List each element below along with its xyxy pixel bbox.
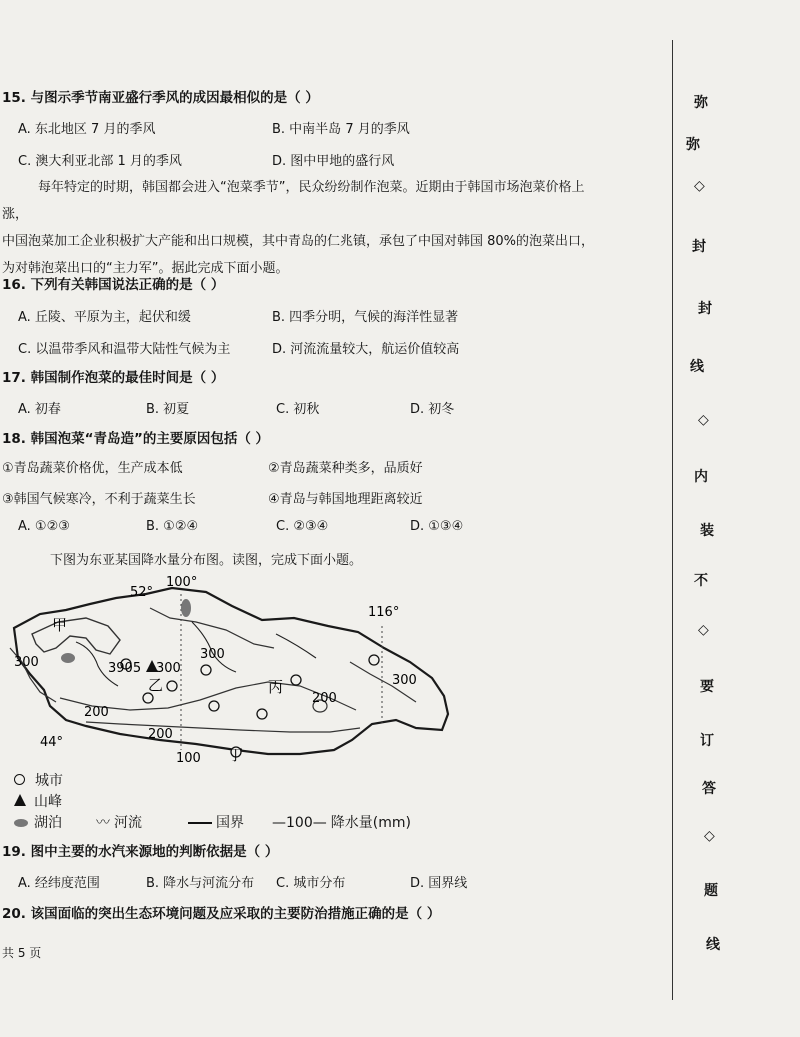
label-yi: 乙 xyxy=(148,676,164,694)
precipitation-map xyxy=(0,574,470,834)
q15-option-c: C. 澳大利亚北部 1 月的季风 xyxy=(18,154,182,169)
q17-option-d: D. 初冬 xyxy=(410,402,455,417)
q19-option-c: C. 城市分布 xyxy=(276,876,346,891)
question-18-stem: 18. 韩国泡菜“青岛造”的主要原因包括（ ） xyxy=(2,431,270,447)
city-7 xyxy=(291,675,301,685)
lon-116-label: 116° xyxy=(368,605,400,620)
lake-2 xyxy=(181,599,191,617)
page-footer: 共 5 页 xyxy=(2,946,42,960)
lake-1 xyxy=(61,653,75,663)
q16-option-a: A. 丘陵、平原为主，起伏和缓 xyxy=(18,310,191,325)
binding-char: 装 xyxy=(700,523,714,539)
lon-100-label: 100° xyxy=(166,575,198,590)
binding-char: 封 xyxy=(698,301,712,317)
river-3 xyxy=(276,634,316,658)
lat-44-label: 44° xyxy=(40,735,64,750)
binding-line xyxy=(672,40,673,1000)
q19-option-b: B. 降水与河流分布 xyxy=(146,876,255,891)
binding-char: 答 xyxy=(702,781,716,797)
mountain-zone xyxy=(32,618,120,654)
binding-char: 封 xyxy=(692,239,706,255)
q15-option-d: D. 图中甲地的盛行风 xyxy=(272,154,395,169)
q15-option-a: A. 东北地区 7 月的季风 xyxy=(18,122,156,137)
iso-300-b: 300 xyxy=(14,655,39,670)
city-icon xyxy=(14,774,25,785)
q18-item-1: ①青岛蔬菜价格优，生产成本低 xyxy=(2,461,183,476)
binding-char: 线 xyxy=(706,937,720,953)
iso-300-c: 300 xyxy=(200,647,225,662)
city-5 xyxy=(257,709,267,719)
iso-200-b: 200 xyxy=(148,727,173,742)
q17-option-a: A. 初春 xyxy=(18,402,61,417)
map-svg xyxy=(0,574,470,764)
q18-option-c: C. ②③④ xyxy=(276,519,329,534)
iso-300-a: 300 xyxy=(156,661,181,676)
binding-char: 内 xyxy=(694,469,708,485)
binding-char: 线 xyxy=(690,359,704,375)
label-jia: 甲 xyxy=(52,616,68,634)
passage-line-3: 为对韩泡菜出口的“主力军”。据此完成下面小题。 xyxy=(2,261,289,276)
q18-item-4: ④青岛与韩国地理距离较近 xyxy=(268,492,423,507)
city-8 xyxy=(369,655,379,665)
city-4 xyxy=(209,701,219,711)
city-3 xyxy=(167,681,177,691)
q18-option-a: A. ①②③ xyxy=(18,519,70,534)
q18-option-b: B. ①②④ xyxy=(146,519,199,534)
isohyet-100 xyxy=(86,722,360,732)
q18-option-d: D. ①③④ xyxy=(410,519,464,534)
legend-peak: 山峰 xyxy=(14,791,62,811)
legend-lake: 湖泊 xyxy=(14,812,62,832)
binding-char: ◇ xyxy=(704,828,715,844)
q16-option-c: C. 以温带季风和温带大陆性气候为主 xyxy=(18,342,231,357)
q18-item-3: ③韩国气候寒冷，不利于蔬菜生长 xyxy=(2,492,196,507)
q19-option-a: A. 经纬度范围 xyxy=(18,876,100,891)
iso-200-c: 200 xyxy=(312,691,337,706)
binding-char: 弥 xyxy=(686,137,700,153)
question-16-stem: 16. 下列有关韩国说法正确的是（ ） xyxy=(2,277,225,293)
city-2 xyxy=(143,693,153,703)
q19-option-d: D. 国界线 xyxy=(410,876,468,891)
river-icon: 〰 xyxy=(96,815,110,831)
binding-char: 订 xyxy=(700,733,714,749)
q16-option-d: D. 河流流量较大，航运价值较高 xyxy=(272,342,460,357)
q17-option-b: B. 初夏 xyxy=(146,402,190,417)
passage-line-2: 中国泡菜加工企业积极扩大产能和出口规模，其中青岛的仁兆镇，承包了中国对韩国 80%的泡菜出口， xyxy=(2,234,595,249)
passage-line-1: 每年特定的时期，韩国都会进入“泡菜季节”，民众纷纷制作泡菜。近期由于韩国市场泡菜价格上涨， xyxy=(2,180,585,222)
isohyet-300-north xyxy=(150,608,274,648)
question-15-stem: 15. 与图示季节南亚盛行季风的成因最相似的是（ ） xyxy=(2,90,319,106)
city-9 xyxy=(201,665,211,675)
binding-char: ◇ xyxy=(694,178,705,194)
binding-char: 要 xyxy=(700,679,714,695)
iso-100: 100 xyxy=(176,751,201,764)
peak-icon xyxy=(14,794,26,806)
peak-elevation: 3905 xyxy=(108,661,142,676)
binding-char: ◇ xyxy=(698,412,709,428)
binding-char: 不 xyxy=(694,573,708,589)
legend-river: 〰 河流 xyxy=(96,815,142,831)
border-line-icon xyxy=(188,822,212,824)
q15-option-b: B. 中南半岛 7 月的季风 xyxy=(272,122,410,137)
lat-52-label: 52° xyxy=(130,585,154,600)
legend-border: 国界 xyxy=(188,812,244,832)
legend-precip: —100— 降水量(mm) xyxy=(272,815,411,831)
iso-200-a: 200 xyxy=(84,705,109,720)
question-20-stem: 20. 该国面临的突出生态环境问题及应采取的主要防治措施正确的是（ ） xyxy=(2,906,441,922)
lake-icon xyxy=(14,819,28,827)
binding-char: 弥 xyxy=(694,95,708,111)
question-17-stem: 17. 韩国制作泡菜的最佳时间是（ ） xyxy=(2,370,225,386)
map-intro: 下图为东亚某国降水量分布图。读图，完成下面小题。 xyxy=(50,553,363,568)
binding-char: ◇ xyxy=(698,622,709,638)
label-bing: 丙 xyxy=(268,678,284,696)
kimchi-passage xyxy=(2,174,602,282)
isohyet-icon: — xyxy=(272,815,286,831)
q17-option-c: C. 初秋 xyxy=(276,402,320,417)
label-ding: 丁 xyxy=(228,746,244,764)
legend-city: 城市 xyxy=(14,770,63,790)
q18-item-2: ②青岛蔬菜种类多，品质好 xyxy=(268,461,423,476)
binding-char: 题 xyxy=(704,883,718,899)
question-19-stem: 19. 图中主要的水汽来源地的判断依据是（ ） xyxy=(2,844,279,860)
iso-300-d: 300 xyxy=(392,673,417,688)
q16-option-b: B. 四季分明，气候的海洋性显著 xyxy=(272,310,459,325)
